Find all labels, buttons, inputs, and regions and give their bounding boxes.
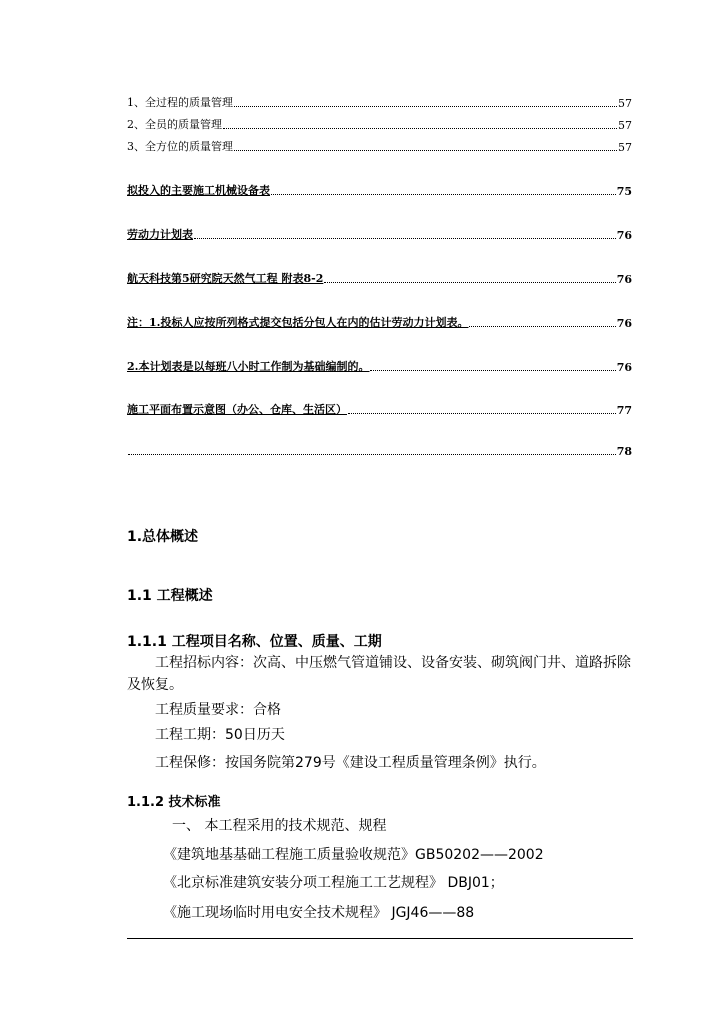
toc-entry[interactable] [127, 401, 632, 417]
scope-paragraph: 工程招标内容：次高、中压燃气管道铺设、设备安装、砌筑阀门井、道路拆除及恢复。 [127, 655, 631, 693]
page-bottom-rule [127, 938, 633, 939]
toc-entry-page: 78 [616, 445, 632, 458]
toc-entry-page: 76 [616, 273, 632, 286]
toc-entry-text: 2.本计划表是以每班八小时工作制为基础编制的。 [127, 360, 370, 373]
toc-entry[interactable] [127, 270, 632, 286]
toc-entry-page: 57 [618, 97, 632, 110]
spec-item: 《建筑地基基础工程施工质量验收规范》GB50202——2002 [163, 847, 544, 863]
toc-entry-page: 76 [616, 229, 632, 242]
toc-leader [128, 454, 616, 455]
section-heading-overview: 1.总体概述 [127, 529, 199, 545]
section-heading-project-info: 1.1.1 工程项目名称、位置、质量、工期 [127, 634, 382, 650]
toc-leader [370, 370, 615, 371]
quality-line: 工程质量要求：合格 [155, 702, 281, 718]
warranty-line: 工程保修：按国务院第279号《建设工程质量管理条例》执行。 [155, 755, 546, 771]
toc-entry-text: 施工平面布置示意图（办公、仓库、生活区） [127, 403, 347, 416]
toc-entry-text: 注：1.投标人应按所列格式提交包括分包人在内的估计劳动力计划表。 [127, 316, 469, 329]
toc-entry-text: 航天科技第5研究院天然气工程 附表8-2 [127, 272, 324, 285]
toc-entry[interactable] [127, 182, 632, 198]
toc-entry[interactable] [127, 445, 632, 458]
toc-leader [324, 282, 615, 283]
toc-leader [223, 128, 617, 129]
toc-leader [469, 326, 615, 327]
toc-entry-text: 劳动力计划表 [127, 228, 193, 241]
toc-entry[interactable] [127, 116, 632, 132]
duration-line: 工程工期：50日历天 [155, 727, 285, 743]
spec-intro: 一、 本工程采用的技术规范、规程 [172, 818, 387, 834]
toc-entry-page: 57 [618, 119, 632, 132]
toc-entry-page: 76 [616, 317, 632, 330]
toc-entry[interactable] [127, 226, 632, 242]
toc-entry-page: 76 [616, 361, 632, 374]
toc-leader [234, 106, 617, 107]
toc-leader [234, 150, 617, 151]
spec-item: 《施工现场临时用电安全技术规程》 JGJ46——88 [163, 905, 475, 921]
toc-entry[interactable] [127, 314, 632, 330]
section-heading-project-overview: 1.1 工程概述 [127, 588, 213, 604]
section-heading-tech-standards: 1.1.2 技术标准 [127, 795, 221, 810]
toc-entry-text: 3、全方位的质量管理 [127, 140, 233, 153]
toc-entry[interactable] [127, 138, 632, 154]
toc-entry[interactable] [127, 358, 632, 374]
toc-entry-text: 拟投入的主要施工机械设备表 [127, 184, 270, 197]
toc-leader [348, 413, 616, 414]
toc-entry-text: 1、全过程的质量管理 [127, 96, 233, 109]
toc-entry-text: 2、全员的质量管理 [127, 118, 222, 131]
spec-item: 《北京标准建筑安装分项工程施工工艺规程》 DBJ01； [163, 875, 504, 891]
toc-entry[interactable] [127, 94, 632, 110]
toc-entry-page: 75 [616, 185, 632, 198]
toc-entry-page: 57 [618, 141, 632, 154]
toc-leader [271, 194, 616, 195]
toc-entry-page: 77 [616, 404, 632, 417]
toc-leader [194, 238, 616, 239]
